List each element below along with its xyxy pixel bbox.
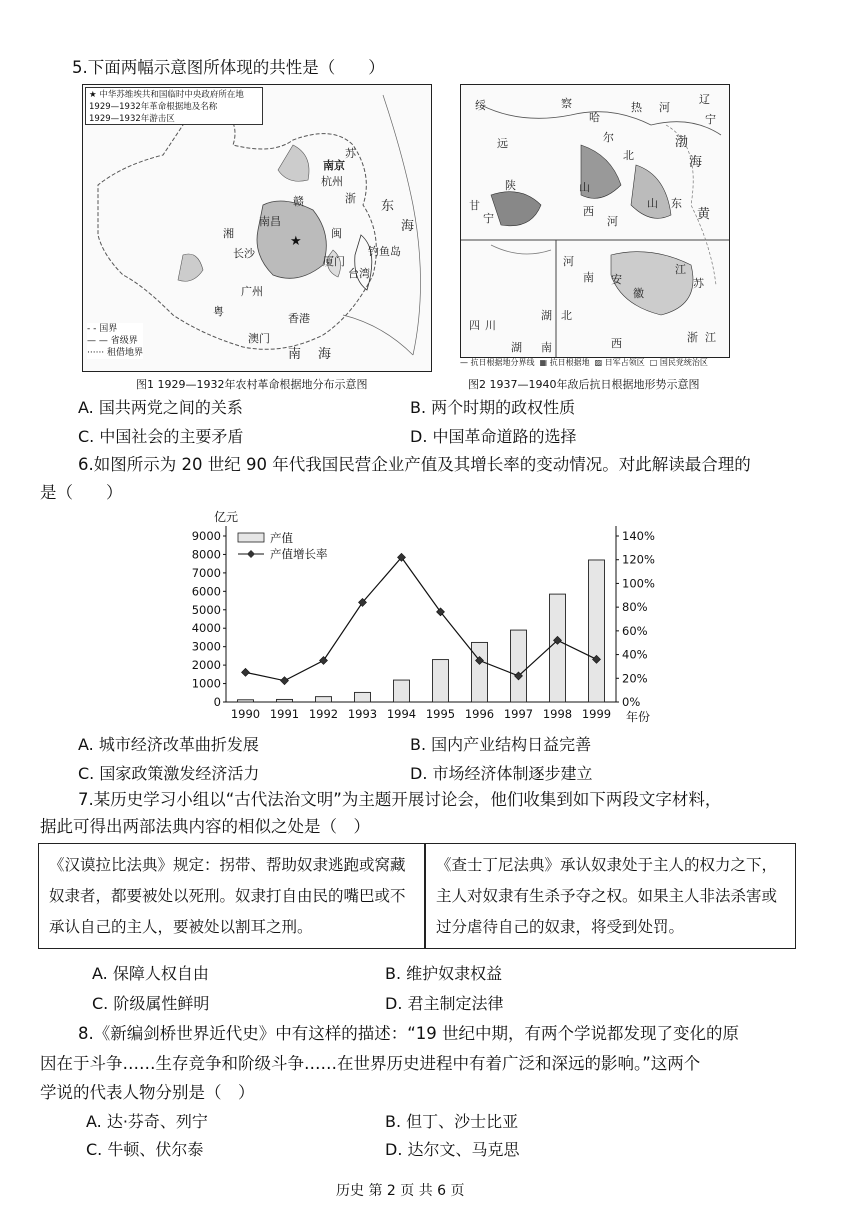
q6-option-a[interactable]: A. 城市经济改革曲折发展 [78, 735, 259, 754]
map-2-label: 北 [561, 309, 572, 322]
map-2-label: 河 [607, 215, 618, 228]
map-1-label: 湘 [223, 227, 234, 240]
map-1-label: 澳门 [248, 332, 270, 345]
map-1-label: 香港 [288, 312, 310, 325]
q8-option-a[interactable]: A. 达·芬奇、列宁 [86, 1112, 208, 1131]
q7-material-left: 《汉谟拉比法典》规定：拐带、帮助奴隶逃跑或窝藏奴隶者，都要被处以死刑。奴隶打自由民的嘴巴或不承认自己的主人，要被处以割耳之刑。 [49, 856, 406, 936]
map-2-label: 宁 [705, 113, 716, 126]
chart-category-label: 1993 [347, 707, 378, 721]
chart-bar [511, 630, 527, 702]
map-2-label: 浙 [687, 331, 698, 344]
q7-option-d[interactable]: D. 君主制定法律 [385, 994, 504, 1013]
map-2-label: 河 [563, 255, 574, 268]
chart-category-label: 1999 [581, 707, 612, 721]
chart-bar [472, 642, 488, 702]
chart-ylabel-left: 亿元 [214, 510, 239, 524]
page-footer: 历史 第 2 页 共 6 页 [336, 1183, 465, 1199]
map-2-label: 远 [497, 137, 508, 150]
q8-stem-line-1: 8.《新编剑桥世界近代史》中有这样的描述：“19 世纪中期，有两个学说都发现了变化的原 [78, 1024, 740, 1043]
chart-legend-swatch-marker [247, 550, 255, 558]
map-1-label: 台湾 [348, 267, 370, 280]
q8-option-c[interactable]: C. 牛顿、伏尔泰 [86, 1140, 204, 1159]
chart-legend-swatch-bar [238, 533, 264, 542]
chart-tick-label-right: 140% [622, 529, 655, 543]
map-1-label: 厦门 [323, 255, 345, 268]
map-1-label: 广州 [241, 285, 263, 298]
map-1-label: 赣 [293, 195, 304, 208]
q5-option-d[interactable]: D. 中国革命道路的选择 [410, 427, 577, 446]
map-2-label: 湖 [511, 341, 522, 354]
chart-legend-label: 产值增长率 [270, 547, 328, 561]
map-2-label: 绥 [475, 99, 486, 112]
map-2-label: 热 [631, 101, 642, 114]
chart-growth-point [242, 668, 250, 676]
chart-category-label: 1997 [503, 707, 534, 721]
map-2-label: 湖 [541, 309, 552, 322]
chart-bar [277, 699, 293, 702]
map-2-label: 渤 [675, 135, 689, 150]
chart-tick-label-left: 7000 [191, 565, 221, 580]
chart-xlabel: 年份 [626, 710, 651, 724]
map-2-label: 宁 [483, 212, 494, 225]
map-2-label: 尔 [603, 131, 614, 144]
chart-bar [355, 692, 371, 702]
q5-option-a[interactable]: A. 国共两党之间的关系 [78, 398, 243, 417]
map-1-label: 杭州 [321, 175, 343, 188]
chart-bar [316, 697, 332, 702]
chart-category-label: 1992 [308, 707, 339, 721]
map-1 [82, 84, 432, 372]
map-1-label: 南京 [323, 159, 345, 172]
map-2-label: 徽 [633, 287, 644, 300]
map-2 [460, 84, 730, 358]
chart-bar [589, 560, 605, 702]
map-1-label: 苏 [345, 147, 356, 160]
chart-tick-label-right: 100% [622, 576, 655, 591]
map-2-label: 苏 [693, 277, 704, 290]
map-2-label: 海 [689, 155, 703, 170]
q8-stem-line-2: 因在于斗争……生存竞争和阶级斗争……在世界历史进程中有着广泛和深远的影响。”这两个 [40, 1054, 701, 1073]
map-1-border-legend-item: - - 国界 [87, 324, 118, 334]
map-1-label: 东 [381, 199, 395, 214]
q7-option-b[interactable]: B. 维护奴隶权益 [385, 964, 503, 983]
q7-material-right: 《查士丁尼法典》承认奴隶处于主人的权力之下，主人对奴隶有生杀予夺之权。如果主人非法杀害或过分虐待自己的奴隶，将受到处罚。 [436, 856, 778, 936]
chart-bar [394, 680, 410, 702]
chart-category-label: 1998 [542, 707, 573, 721]
map-2-label: 黄 [697, 207, 711, 222]
chart-category-label: 1994 [386, 707, 417, 721]
map-1-legend-item: ★ 中华苏维埃共和国临时中央政府所在地 [89, 90, 244, 100]
map-2-label: 安 [611, 273, 622, 286]
map-2-legend-item: ▨ 日军占领区 [594, 358, 645, 367]
map-1-label: 海 [401, 219, 415, 234]
map-2-label: 北 [623, 149, 634, 162]
map-1-legend-item: 1929—1932年革命根据地及名称 [89, 102, 218, 112]
map-2-label: 山 [647, 197, 658, 210]
map-2-caption: 图2 1937—1940年敌后抗日根据地形势示意图 [468, 378, 700, 391]
map-2-label: 四 [469, 319, 480, 332]
q7-material-table [38, 843, 796, 949]
chart-tick-label-left: 0 [213, 695, 221, 709]
chart-tick-label-left: 5000 [191, 602, 221, 617]
chart-bar [433, 660, 449, 702]
map-1-label: 南昌 [259, 215, 281, 228]
chart-category-label: 1996 [464, 707, 495, 721]
q5-option-c[interactable]: C. 中国社会的主要矛盾 [78, 427, 244, 446]
chart-tick-label-right: 20% [622, 671, 648, 686]
q8-option-b[interactable]: B. 但丁、沙士比亚 [385, 1112, 519, 1131]
chart-bar [238, 700, 254, 702]
chart-category-label: 1990 [230, 707, 261, 721]
map-2-legend-item: — 抗日根据地分界线 [460, 358, 535, 367]
map-1-border-legend-item: ······ 租借地界 [87, 348, 144, 358]
chart-tick-label-right: 60% [622, 623, 648, 638]
map-1-label: 浙 [345, 192, 356, 205]
map-2-label: 东 [671, 197, 682, 210]
map-2-drawing [461, 85, 729, 357]
map-1-legend-item: 1929—1932年游击区 [89, 114, 175, 124]
q7-option-a[interactable]: A. 保障人权自由 [92, 964, 209, 983]
q7-option-c[interactable]: C. 阶级属性鲜明 [92, 994, 210, 1013]
map-2-label: 山 [579, 181, 590, 194]
q7-stem-line-1: 7.某历史学习小组以“古代法治文明”为主题开展讨论会，他们收集到如下两段文字材料， [78, 790, 722, 809]
chart-tick-label-left: 6000 [191, 584, 221, 599]
q5-option-b[interactable]: B. 两个时期的政权性质 [410, 398, 576, 417]
chart-tick-label-right: 80% [622, 600, 648, 615]
chart-tick-label-left: 2000 [191, 658, 221, 673]
chart-growth-point [320, 657, 328, 665]
chart-legend-label: 产值 [270, 531, 293, 545]
map-1-border-legend [87, 323, 143, 359]
map-2-label: 西 [611, 337, 622, 350]
chart-tick-label-left: 1000 [191, 676, 221, 691]
q6-stem-line-1: 6.如图所示为 20 世纪 90 年代我国民营企业产值及其增长率的变动情况。对此解读最合理的 [78, 455, 751, 474]
q6-stem-line-2: 是（ ） [40, 483, 123, 502]
q6-option-c[interactable]: C. 国家政策激发经济活力 [78, 764, 260, 783]
chart-tick-label-left: 9000 [191, 529, 221, 543]
chart-tick-label-right: 0% [622, 695, 641, 709]
map-1-label: 南 [288, 347, 302, 362]
q5-stem: 5.下面两幅示意图所体现的共性是（ ） [72, 58, 385, 77]
map-1-legend [85, 87, 263, 125]
map-2-label: 河 [659, 101, 670, 114]
q8-option-d[interactable]: D. 达尔文、马克思 [385, 1140, 520, 1159]
svg-text:★: ★ [290, 234, 302, 249]
chart-category-label: 1991 [269, 707, 300, 721]
map-1-caption: 图1 1929—1932年农村革命根据地分布示意图 [136, 378, 368, 391]
map-2-label: 西 [583, 205, 594, 218]
chart-bar [550, 594, 566, 702]
chart-growth-line [246, 557, 597, 680]
map-2-label: 辽 [699, 93, 710, 106]
map-2-label: 江 [675, 263, 686, 276]
map-2-label: 陕 [505, 179, 516, 192]
chart-category-label: 1995 [425, 707, 456, 721]
map-2-label: 江 [705, 331, 716, 344]
map-2-label: 南 [541, 341, 552, 354]
map-1-label: 钓鱼岛 [368, 245, 401, 258]
chart-tick-label-right: 40% [622, 647, 648, 662]
map-1-label: 闽 [331, 227, 342, 240]
map-2-label: 川 [485, 319, 496, 332]
chart-tick-label-left: 8000 [191, 547, 221, 562]
map-2-legend [460, 357, 728, 368]
chart-tick-label-left: 4000 [191, 621, 221, 636]
chart-tick-label-right: 120% [622, 552, 655, 567]
map-2-label: 哈 [589, 111, 600, 124]
map-1-label: 长沙 [233, 247, 255, 260]
map-2-label: 南 [583, 271, 594, 284]
map-2-legend-item: ▦ 抗日根据地 [539, 358, 590, 367]
chart-growth-point [281, 677, 289, 685]
q8-stem-line-3: 学说的代表人物分别是（ ） [40, 1083, 255, 1102]
map-1-border-legend-item: — — 省级界 [87, 336, 138, 346]
q6-chart [180, 506, 680, 728]
map-2-legend-item: □ 国民党统治区 [649, 358, 708, 367]
q6-option-d[interactable]: D. 市场经济体制逐步建立 [410, 764, 593, 783]
q7-stem-line-2: 据此可得出两部法典内容的相似之处是（ ） [40, 817, 370, 836]
map-2-label: 甘 [469, 199, 480, 212]
map-2-label: 察 [561, 97, 572, 110]
q6-option-b[interactable]: B. 国内产业结构日益完善 [410, 735, 592, 754]
map-1-label: 粤 [213, 305, 224, 318]
chart-tick-label-left: 3000 [191, 639, 221, 654]
map-1-label: 海 [318, 347, 332, 362]
